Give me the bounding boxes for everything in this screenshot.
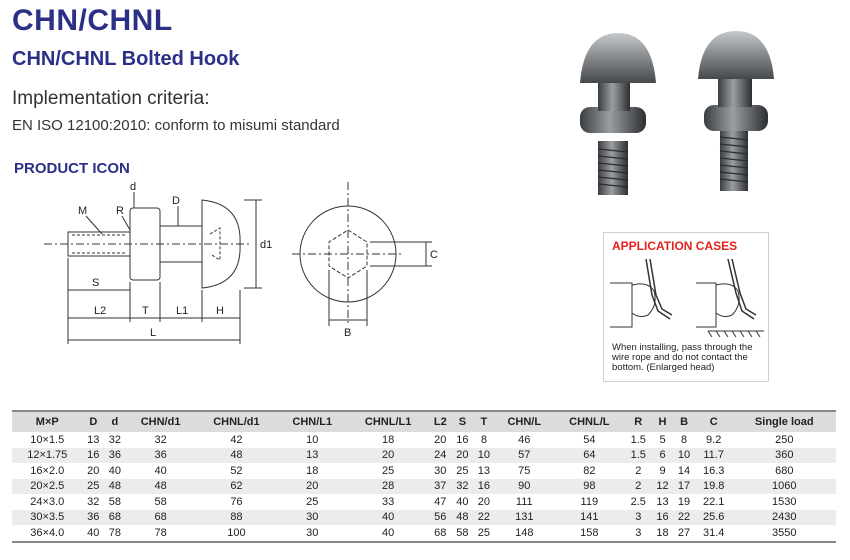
application-illustration <box>608 255 764 341</box>
column-header: T <box>473 411 495 432</box>
table-cell: 9.2 <box>695 432 733 448</box>
table-cell: 68 <box>104 510 126 526</box>
column-header: CHNL/L <box>554 411 625 432</box>
label-d: d <box>130 181 137 193</box>
table-cell: 58 <box>452 525 474 542</box>
application-description: When installing, pass through the wire rope and do not contact the bottom. (Enlarged head) <box>612 342 753 373</box>
table-cell: 20 <box>473 494 495 510</box>
criteria-heading: Implementation criteria: <box>12 88 210 109</box>
table-cell: 22.1 <box>695 494 733 510</box>
table-cell: 78 <box>104 525 126 542</box>
product-photo <box>570 25 780 205</box>
table-cell: 58 <box>104 494 126 510</box>
table-cell: 2430 <box>733 510 836 526</box>
table-cell: 78 <box>126 525 196 542</box>
table-cell: 25 <box>83 479 105 495</box>
table-cell: 20 <box>83 463 105 479</box>
table-cell: 20 <box>347 448 429 464</box>
table-cell: 40 <box>83 525 105 542</box>
table-cell: 30 <box>277 525 347 542</box>
application-cases-panel <box>603 232 769 382</box>
column-header: CHNL/d1 <box>196 411 278 432</box>
table-cell: 56 <box>429 510 452 526</box>
column-header: B <box>673 411 695 432</box>
table-cell: 20 <box>429 432 452 448</box>
table-cell: 24×3.0 <box>12 494 83 510</box>
table-cell: 40 <box>104 463 126 479</box>
table-row <box>12 510 836 526</box>
table-cell: 12 <box>652 479 674 495</box>
table-cell: 111 <box>495 494 554 510</box>
table-cell: 36 <box>126 448 196 464</box>
table-cell: 24 <box>429 448 452 464</box>
table-cell: 2.5 <box>625 494 652 510</box>
table-cell: 82 <box>554 463 625 479</box>
table-cell: 3 <box>625 510 652 526</box>
table-cell: 30 <box>277 510 347 526</box>
table-cell: 28 <box>347 479 429 495</box>
table-cell: 48 <box>196 448 278 464</box>
page-subtitle: CHN/CHNL Bolted Hook <box>12 48 240 70</box>
table-cell: 25 <box>347 463 429 479</box>
table-cell: 250 <box>733 432 836 448</box>
table-cell: 19 <box>673 494 695 510</box>
column-header: d <box>104 411 126 432</box>
table-cell: 148 <box>495 525 554 542</box>
table-cell: 9 <box>652 463 674 479</box>
table-cell: 2 <box>625 479 652 495</box>
page-title: CHN/CHNL <box>12 4 173 37</box>
table-cell: 75 <box>495 463 554 479</box>
table-cell: 17 <box>673 479 695 495</box>
column-header: R <box>625 411 652 432</box>
table-cell: 13 <box>277 448 347 464</box>
label-L1: L1 <box>176 305 189 317</box>
label-R: R <box>116 205 124 217</box>
table-cell: 48 <box>126 479 196 495</box>
column-header: CHN/L1 <box>277 411 347 432</box>
table-cell: 6 <box>652 448 674 464</box>
table-cell: 33 <box>347 494 429 510</box>
table-cell: 3 <box>625 525 652 542</box>
table-cell: 680 <box>733 463 836 479</box>
column-header: C <box>695 411 733 432</box>
table-row <box>12 494 836 510</box>
label-S: S <box>92 277 100 289</box>
table-cell: 36 <box>104 448 126 464</box>
table-cell: 16×2.0 <box>12 463 83 479</box>
table-cell: 32 <box>83 494 105 510</box>
table-cell: 30 <box>429 463 452 479</box>
column-header: CHN/L <box>495 411 554 432</box>
table-cell: 20 <box>452 448 474 464</box>
table-cell: 158 <box>554 525 625 542</box>
table-cell: 46 <box>495 432 554 448</box>
table-cell: 30×3.5 <box>12 510 83 526</box>
table-cell: 36×4.0 <box>12 525 83 542</box>
table-cell: 20×2.5 <box>12 479 83 495</box>
table-cell: 25 <box>473 525 495 542</box>
table-cell: 90 <box>495 479 554 495</box>
table-cell: 18 <box>652 525 674 542</box>
table-cell: 11.7 <box>695 448 733 464</box>
table-cell: 68 <box>429 525 452 542</box>
column-header: H <box>652 411 674 432</box>
label-T: T <box>142 305 149 317</box>
table-cell: 25.6 <box>695 510 733 526</box>
column-header: D <box>83 411 105 432</box>
table-cell: 52 <box>196 463 278 479</box>
table-cell: 14 <box>673 463 695 479</box>
table-cell: 8 <box>673 432 695 448</box>
table-cell: 18 <box>277 463 347 479</box>
table-cell: 3550 <box>733 525 836 542</box>
application-cases-title: APPLICATION CASES <box>612 239 738 253</box>
table-cell: 27 <box>673 525 695 542</box>
table-cell: 2 <box>625 463 652 479</box>
criteria-text: EN ISO 12100:2010: conform to misumi standard <box>12 117 340 134</box>
label-H: H <box>216 305 224 317</box>
table-cell: 141 <box>554 510 625 526</box>
label-B: B <box>344 327 352 339</box>
table-cell: 10 <box>473 448 495 464</box>
label-D: D <box>172 195 180 207</box>
spec-table <box>12 410 836 543</box>
table-cell: 25 <box>452 463 474 479</box>
label-L2: L2 <box>94 305 107 317</box>
bolt-right <box>698 31 774 191</box>
table-cell: 13 <box>652 494 674 510</box>
table-cell: 48 <box>452 510 474 526</box>
table-cell: 47 <box>429 494 452 510</box>
label-M: M <box>78 205 88 217</box>
table-cell: 1530 <box>733 494 836 510</box>
table-cell: 19.8 <box>695 479 733 495</box>
label-d1: d1 <box>260 239 273 251</box>
table-cell: 12×1.75 <box>12 448 83 464</box>
table-cell: 76 <box>196 494 278 510</box>
table-cell: 100 <box>196 525 278 542</box>
table-cell: 42 <box>196 432 278 448</box>
table-cell: 40 <box>347 510 429 526</box>
table-cell: 16 <box>83 448 105 464</box>
table-cell: 40 <box>126 463 196 479</box>
table-cell: 62 <box>196 479 278 495</box>
table-cell: 5 <box>652 432 674 448</box>
table-cell: 32 <box>104 432 126 448</box>
table-cell: 40 <box>347 525 429 542</box>
product-icon-heading: PRODUCT ICON <box>14 160 130 177</box>
table-cell: 10×1.5 <box>12 432 83 448</box>
table-cell: 10 <box>277 432 347 448</box>
column-header: S <box>452 411 474 432</box>
table-cell: 1.5 <box>625 432 652 448</box>
table-cell: 360 <box>733 448 836 464</box>
table-cell: 13 <box>83 432 105 448</box>
table-cell: 57 <box>495 448 554 464</box>
table-cell: 13 <box>473 463 495 479</box>
technical-drawing <box>30 178 450 356</box>
table-row <box>12 525 836 542</box>
table-cell: 20 <box>277 479 347 495</box>
table-cell: 58 <box>126 494 196 510</box>
table-cell: 37 <box>429 479 452 495</box>
table-cell: 54 <box>554 432 625 448</box>
table-cell: 22 <box>673 510 695 526</box>
label-L: L <box>150 327 157 339</box>
table-cell: 131 <box>495 510 554 526</box>
table-cell: 16.3 <box>695 463 733 479</box>
table-cell: 88 <box>196 510 278 526</box>
table-cell: 16 <box>652 510 674 526</box>
table-cell: 48 <box>104 479 126 495</box>
table-cell: 25 <box>277 494 347 510</box>
column-header: CHNL/L1 <box>347 411 429 432</box>
table-cell: 22 <box>473 510 495 526</box>
bolt-left <box>580 33 656 195</box>
table-cell: 64 <box>554 448 625 464</box>
table-cell: 32 <box>126 432 196 448</box>
table-row <box>12 479 836 495</box>
column-header: L2 <box>429 411 452 432</box>
table-row <box>12 463 836 479</box>
table-cell: 1060 <box>733 479 836 495</box>
table-cell: 8 <box>473 432 495 448</box>
column-header: M×P <box>12 411 83 432</box>
table-cell: 16 <box>452 432 474 448</box>
table-cell: 1.5 <box>625 448 652 464</box>
table-cell: 40 <box>452 494 474 510</box>
table-cell: 68 <box>126 510 196 526</box>
column-header: Single load <box>733 411 836 432</box>
table-cell: 18 <box>347 432 429 448</box>
table-cell: 98 <box>554 479 625 495</box>
table-cell: 119 <box>554 494 625 510</box>
table-row <box>12 448 836 464</box>
label-C: C <box>430 249 438 261</box>
table-cell: 16 <box>473 479 495 495</box>
table-header-row <box>12 411 836 432</box>
column-header: CHN/d1 <box>126 411 196 432</box>
table-row <box>12 432 836 448</box>
table-cell: 31.4 <box>695 525 733 542</box>
table-cell: 32 <box>452 479 474 495</box>
table-cell: 36 <box>83 510 105 526</box>
table-cell: 10 <box>673 448 695 464</box>
